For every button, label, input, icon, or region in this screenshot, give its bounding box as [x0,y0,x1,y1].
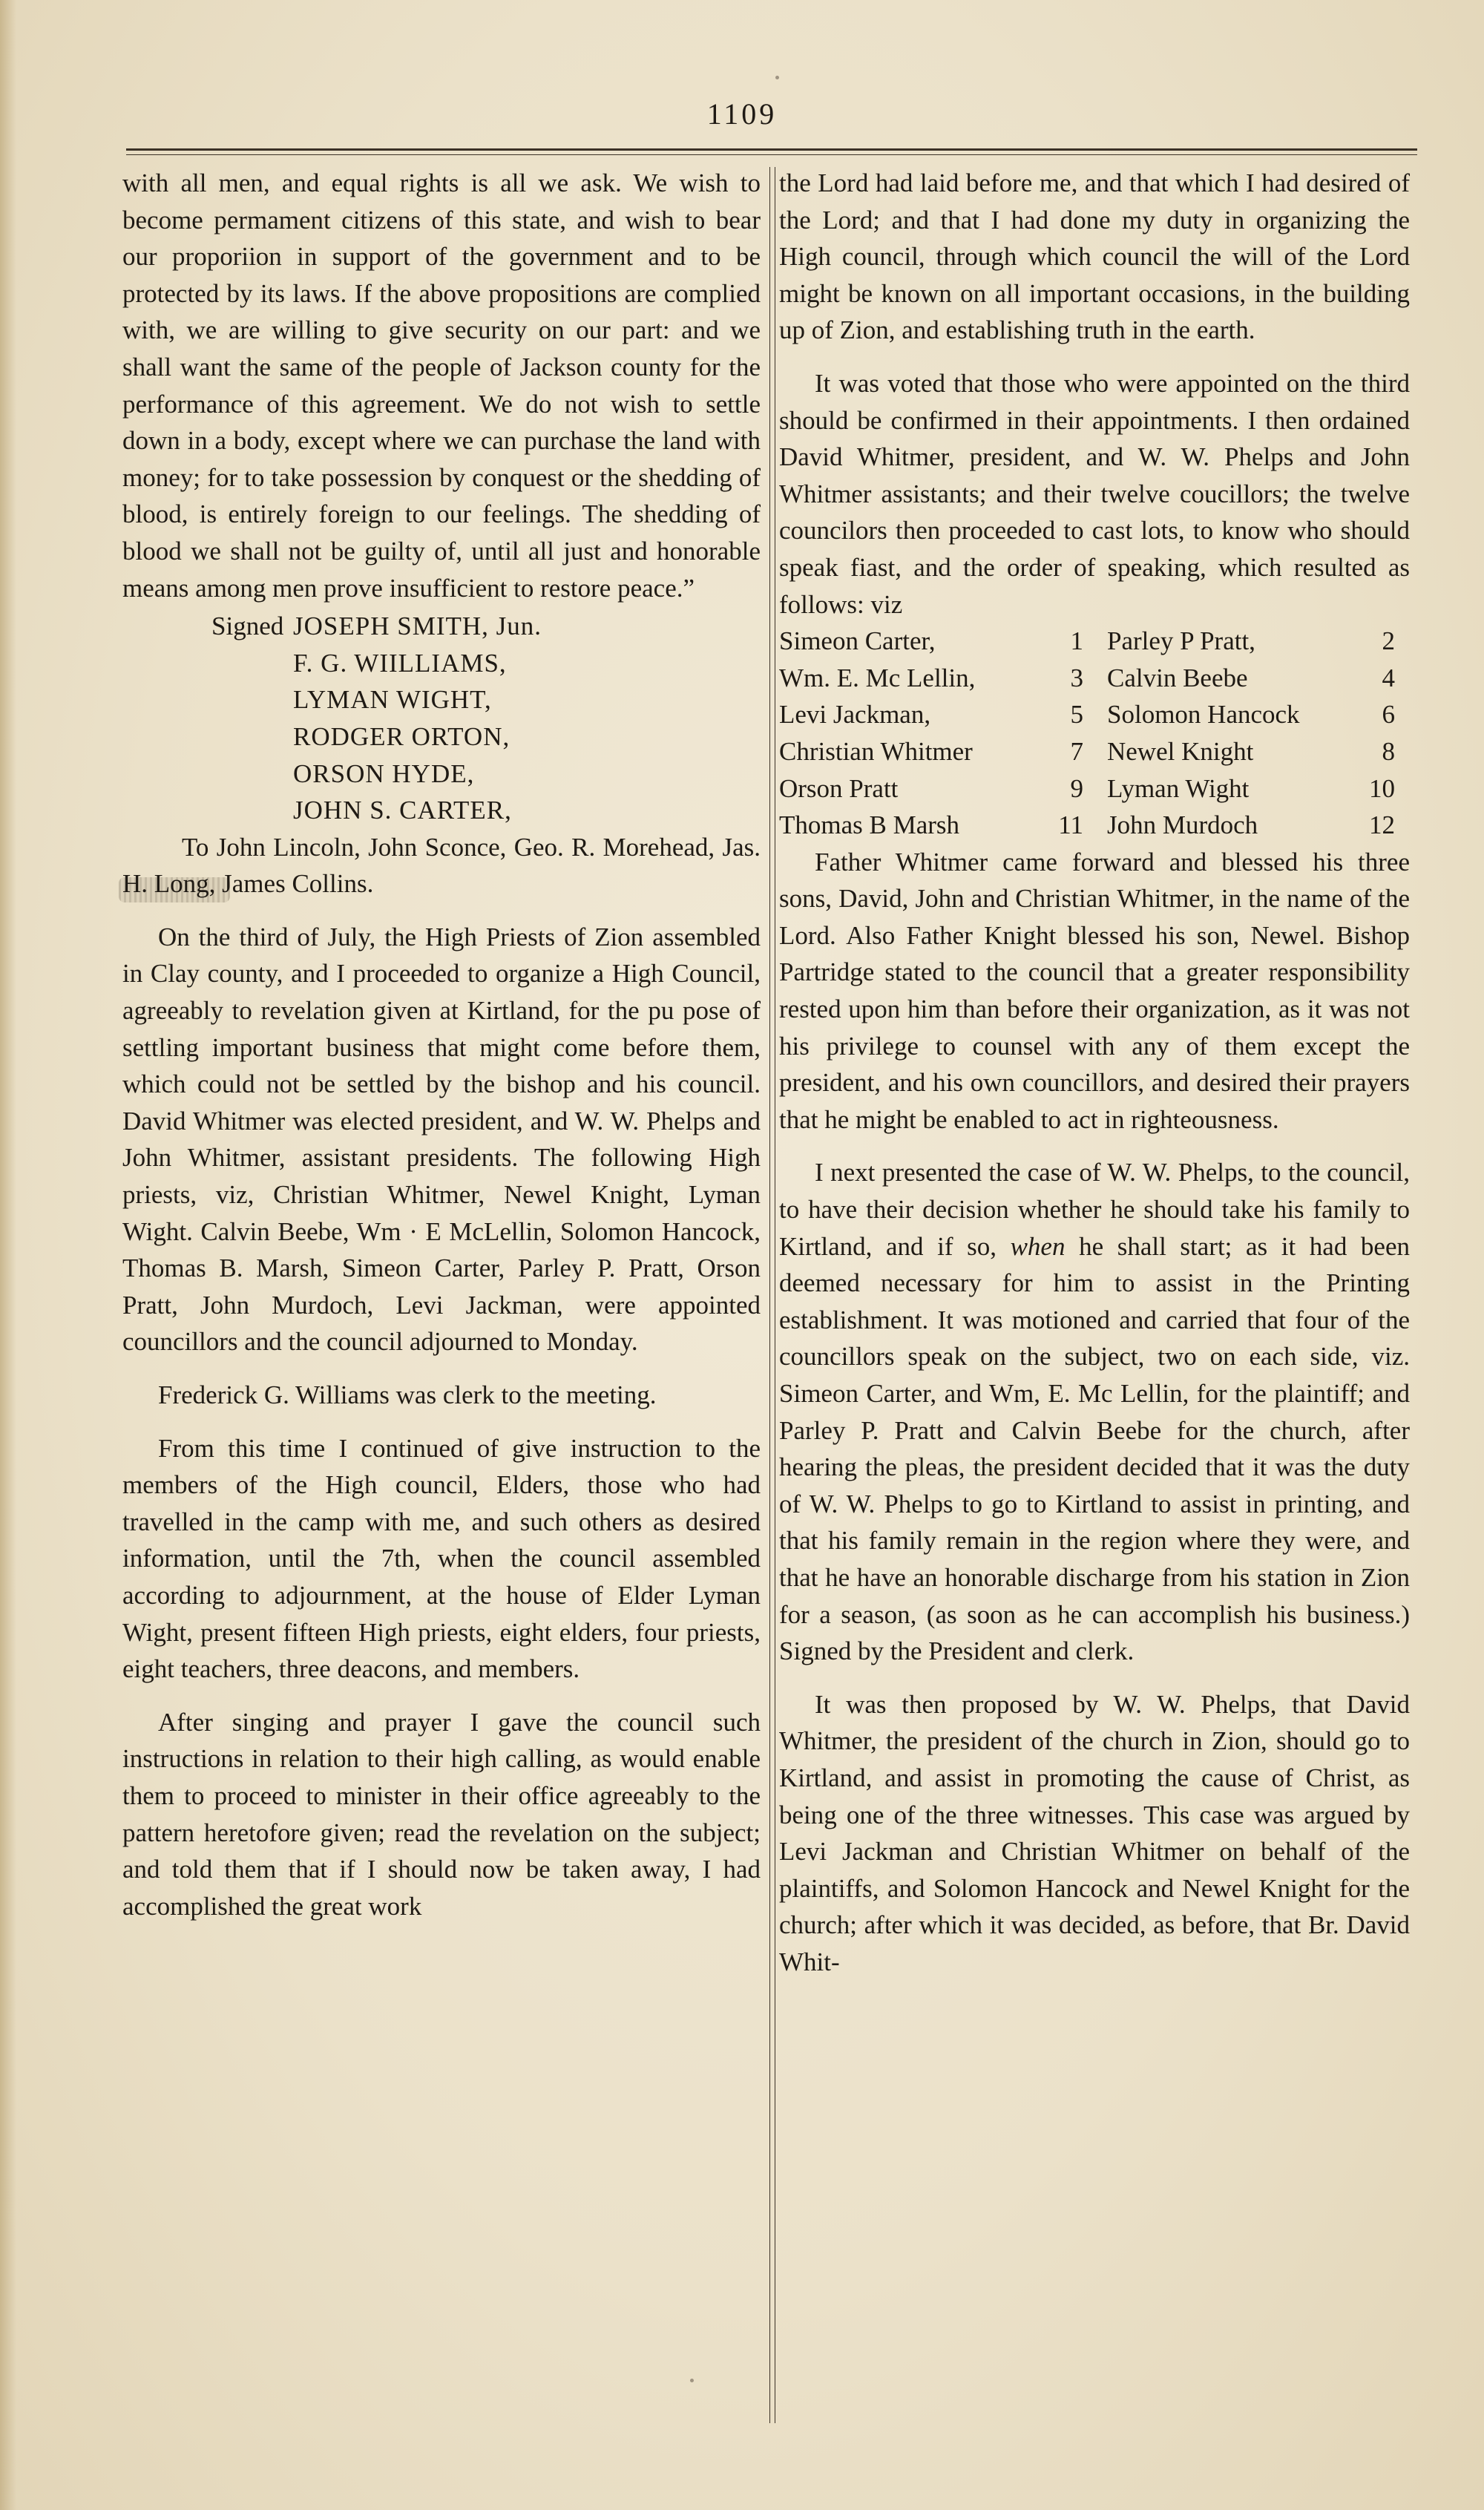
councillor-name: Orson Pratt [779,773,899,803]
left-column [122,165,761,1924]
paragraph-phelps-case [779,1154,1410,1669]
councillor-name: Newel Knight [1107,736,1254,766]
paragraph-continued: the Lord had laid before me, and that which I had desired of the Lord; and that I had done my duty in organizing the High council, through which council the will of the Lord might be known on all important occasions, in the building up of Zion, and establishing truth in the earth. [779,168,1410,345]
councillor-name: Lyman Wight [1107,773,1250,803]
councillor-name: Solomon Hancock [1107,700,1300,730]
paragraph-vote: It was voted that those who were appointed on the third should be confirmed in their appointments. I then ordained David Whitmer, president, and W. W. Phelps and John Whitmer assistants; and their twelve coucillors; the twelve councilors then proceeded to cast lots, to know who should speak fiast, and the order of speaking, which resulted as follows: viz [779,368,1410,619]
paragraph-clerk: Frederick G. Williams was clerk to the meeting. [158,1380,657,1409]
addressee-line: To John Lincoln, John Sconce, Geo. R. Morehead, Jas. H. Long, James Collins. [122,832,761,899]
paragraph-high-council: On the third of July, the High Priests of Zion assembled in Clay county, and I proceeded to organize a High Council, agreeably to revelation given at Kirtland, for the pu pose of settling important business that might come before them, which could not be settled by the bishop and his council. David Whitmer was elected president, and W. W. Phelps and John Whitmer, assistant presidents. The following High priests, viz, Christian Whitmer, Newel Knight, Lyman Wight. Calvin Beebe, Wm · E McLellin, Solomon Hancock, Thomas B. Marsh, Simeon Carter, Parley P. Pratt, Orson Pratt, John Murdoch, Levi Jackman, were appointed councillors and the council adjourned to Monday. [122,922,761,1357]
signatory-list [293,608,761,829]
signatory: JOHN S. CARTER, [293,796,512,825]
signatory: ORSON HYDE, [293,758,475,788]
councillor-name: Calvin Beebe [1107,663,1248,692]
table-row [779,807,1410,844]
speaking-order-number: 7 [1070,736,1083,766]
councillor-name: Levi Jackman, [779,700,931,730]
emphasis-when: when [1010,1231,1066,1261]
speaking-order-number: 2 [1382,626,1395,656]
councillor-name: John Murdoch [1107,810,1258,840]
header-rule [126,148,1417,151]
paragraph-instruction: From this time I continued of give instruction to the members of the High council, Elders, those who had travelled in the camp with me, and such others as desired information, until the 7th, when the council assembled according to adjournment, at the house of Elder Lyman Wight, present fifteen High priests, eight elders, four priests, eight teachers, three deacons, and members. [122,1433,761,1684]
table-row [779,623,1410,660]
letter-closing-paragraph: with all men, and equal rights is all we ask. We wish to become permament citizens of this state, and wish to bear our proporiion in support of the government and to be protected by its laws. If the above propositions are complied with, we are willing to give security on our part: and we shall want the same of the people of Jackson county for the performance of this agreement. We do not wish to settle down in a body, except where we can purchase the land with money; for to take possession by conquest or the shedding of blood, is entirely foreign to our feelings. The shedding of blood we shall not be guilty of, until all just and honorable means among men prove insufficient to restore peace.” [122,168,761,603]
table-row [779,770,1410,807]
speaking-order-number: 9 [1070,773,1083,803]
paper-speck [690,2379,694,2382]
page-number: 1109 [706,97,778,131]
right-column [779,165,1410,1981]
page-edge-shadow [0,0,16,2510]
signed-label: Signed [211,612,284,641]
speaking-order-number: 3 [1070,663,1083,692]
councillor-name: Parley P Pratt, [1107,626,1255,656]
councillor-name: Simeon Carter, [779,626,936,656]
signature-block [122,608,761,829]
paragraph-whitmer-proposal: It was then proposed by W. W. Phelps, that David Whitmer, the president of the church in Zion, should go to Kirtland, and assist in promoting the cause of Christ, as being one of the three witnesses. This case was argued by Levi Jackman and Christian Whitmer on behalf of the plaintiffs, and Solomon Hancock and Newel Knight for the church; after which it was decided, as before, that Br. David Whit- [779,1689,1410,1976]
councillor-name: Thomas B Marsh [779,810,960,840]
councillor-name: Wm. E. Mc Lellin, [779,663,976,692]
table-row [779,696,1410,733]
signatory: LYMAN WIGHT, [293,685,492,715]
speaking-order-number: 1 [1070,626,1083,656]
speaking-order-number: 10 [1369,773,1395,803]
paragraph-blessing: Father Whitmer came forward and blessed his three sons, David, John and Christian Whitmer, in the name of the Lord. Also Father Knight blessed his son, Newel. Bishop Partridge stated to the council that a greater responsibility rested upon him than before their organization, as it was not his privilege to counsel with any of them except the president, and his own councillors, and desired their prayers that he might be enabled to act in righteousness. [779,847,1410,1134]
signatory: F. G. WIILLIAMS, [293,648,507,678]
paragraph-singing-prayer: After singing and prayer I gave the council such instructions in relation to their high calling, as would enable them to proceed to minister in their office agreeably to the pattern heretofore given; read the revelation on the subject; and told them that if I should now be taken away, I had accomplished the great work [122,1707,761,1921]
speaking-order-table [779,623,1410,844]
phelps-case-text-b: he shall start; as it had been deemed necessary for him to assist in the Printing establishment. It was motioned and carried that four of the councillors speak on the subject, two on each side, viz. Simeon Carter, and Wm, E. Mc Lellin, for the plaintiff; and Parley P. Pratt and Calvin Beebe for the church, after hearing the pleas, the president decided that it was the duty of W. W. Phelps to go to Kirtland to assist in printing, and that his family remain in the region where they were, and that he have an honorable discharge from his station in Zion for a season, (as soon as he can accomplish his business.) Signed by the President and clerk. [779,1231,1410,1666]
table-row [779,733,1410,770]
signatory: JOSEPH SMITH, Jun. [293,612,542,641]
phelps-case-text-a: I next presented the case of W. W. Phelps, to the council, to have their decision whether he should take his family to Kirtland, and if so, [779,1158,1410,1261]
paper-speck [775,76,779,79]
speaking-order-number: 11 [1058,810,1083,840]
speaking-order-number: 12 [1369,810,1395,840]
councillor-name: Christian Whitmer [779,736,973,766]
header-rule-thin [126,154,1417,155]
speaking-order-number: 4 [1382,663,1395,692]
speaking-order-number: 6 [1382,700,1395,730]
speaking-order-number: 8 [1382,736,1395,766]
table-row [779,660,1410,697]
column-divider [769,167,775,2423]
speaking-order-number: 5 [1070,700,1083,730]
signatory: RODGER ORTON, [293,721,510,751]
